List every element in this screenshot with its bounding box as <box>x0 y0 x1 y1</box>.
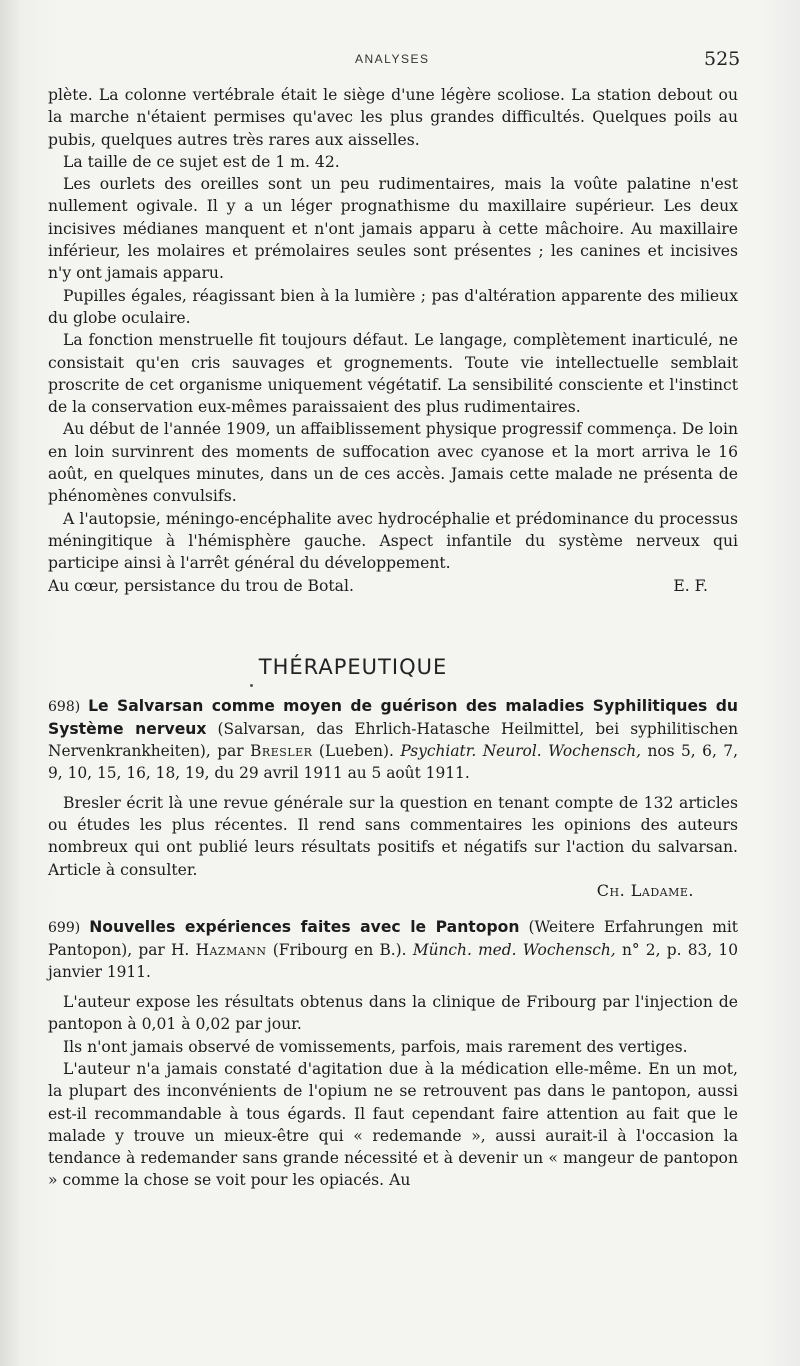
article-title: Nouvelles expériences faites avec le Pantopon <box>89 918 520 937</box>
paragraph: plète. La colonne vertébrale était le siège d'une légère scoliose. La station debout ou la marche n'étaient permises qu'avec les plus grandes difficultés. Quelques poils au pubis, quelques autres très rares aux aisselles. <box>48 86 738 149</box>
article-heading <box>48 916 738 983</box>
paragraph: Au début de l'année 1909, un affaiblissement physique progressif commença. De loin en loin survinrent des moments de suffocation avec cyanose et la mort arriva le 16 août, en quelques minutes, dans un de ces accès. Jamais cette malade ne présenta de phénomènes convulsifs. <box>48 420 738 506</box>
article-issue: nos 5, 6, 7, 9, 10, 15, 16, 18, 19, du 29 avril 1911 au 5 août 1911. <box>48 741 738 782</box>
page-header <box>0 48 800 72</box>
article-body: L'auteur expose les résultats obtenus dans la clinique de Fribourg par l'injection de pantopon à 0,01 à 0,02 par jour. <box>48 993 738 1034</box>
article-author: Hazmann <box>195 941 267 960</box>
section-title: THÉRAPEUTIQUE <box>258 654 448 679</box>
article-author: Bresler <box>250 741 313 760</box>
closing-text: Au cœur, persistance du trou de Botal. <box>48 576 354 595</box>
article-reference: (Salvarsan, das Ehrlich-Hatasche Heilmittel, bei syphilitischen Nervenkrankheiten), par <box>48 719 738 760</box>
article-body: Bresler écrit là une revue générale sur la question en tenant compte de 132 articles ou études les plus récentes. Il rend sans commentaires les opinions des auteurs nombreux qui ont publié leurs résultats positifs et négatifs sur l'action du salvarsan. Article à consulter. <box>48 793 738 879</box>
article-location: (Lueben). <box>318 741 394 760</box>
print-speck <box>250 684 253 687</box>
article-699 <box>48 916 738 1192</box>
article-issue: n° 2, p. 83, 10 janvier 1911. <box>48 941 739 982</box>
article-number: 699) <box>48 920 81 937</box>
paragraph: Les ourlets des oreilles sont un peu rudimentaires, mais la voûte palatine n'est nullement ogivale. Il y a un léger prognathisme du maxillaire supérieur. Les deux incisives médianes manquent et n'ont jamais apparu à cette mâchoire. Au maxillaire inférieur, les molaires et prémolaires seules sont présentes ; les canines et incisives n'y ont jamais apparu. <box>48 175 738 283</box>
paragraph: Pupilles égales, réagissant bien à la lumière ; pas d'altération apparente des milieux du globe oculaire. <box>48 286 738 327</box>
article-signature: Ch. Ladame. <box>596 881 694 901</box>
article-698 <box>48 695 738 900</box>
paragraph: A l'autopsie, méningo-encéphalite avec hydrocéphalie et prédominance du processus méningitique à l'hémisphère gauche. Aspect infantile du système nerveux qui participe ainsi à l'arrêt général du développement. <box>48 509 738 573</box>
article-number: 698) <box>48 698 81 715</box>
article-journal: Münch. med. Wochensch, <box>412 941 616 960</box>
article-heading <box>48 695 738 784</box>
paragraph: La taille de ce sujet est de 1 m. 42. <box>63 152 340 171</box>
article-title: Le Salvarsan comme moyen de guérison des maladies Syphilitiques du Système nerveux <box>48 696 738 738</box>
abstract-signature: E. F. <box>673 576 708 595</box>
article-body: L'auteur n'a jamais constaté d'agitation due à la médication elle-même. En un mot, la plupart des inconvénients de l'opium ne se retrouvent pas dans le pantopon, aussi est-il recommandable à tous égards. Il faut cependant faire attention au fait que le malade y trouve un mieux-être qui « redemande », aussi aurait-il à l'occasion la tendance à redemander sans grande nécessité et à devenir un « mangeur de pantopon » comme la chose se voit pour les opiacés. Au <box>48 1059 738 1190</box>
page-number: 525 <box>704 48 741 70</box>
page-body <box>48 84 738 1192</box>
article-body: Ils n'ont jamais observé de vomissements, parfois, mais rarement des vertiges. <box>63 1037 688 1056</box>
article-journal: Psychiatr. Neurol. Wochensch, <box>400 741 642 760</box>
article-reference: (Weitere Erfahrungen mit Pantopon), par H. <box>48 918 738 960</box>
paragraph: La fonction menstruelle fit toujours défaut. Le langage, complètement inarticulé, ne consistait qu'en cris sauvages et grognements. Toute vie intellectuelle semblait proscrite de cet organisme uniquement végétatif. La sensibilité consciente et l'instinct de la conservation eux-mêmes paraissaient des plus rudimentaires. <box>48 331 738 417</box>
case-closing-line <box>48 575 738 597</box>
running-head: ANALYSES <box>355 52 430 66</box>
article-signature-row <box>48 881 738 900</box>
article-location: (Fribourg en B.). <box>272 941 407 960</box>
